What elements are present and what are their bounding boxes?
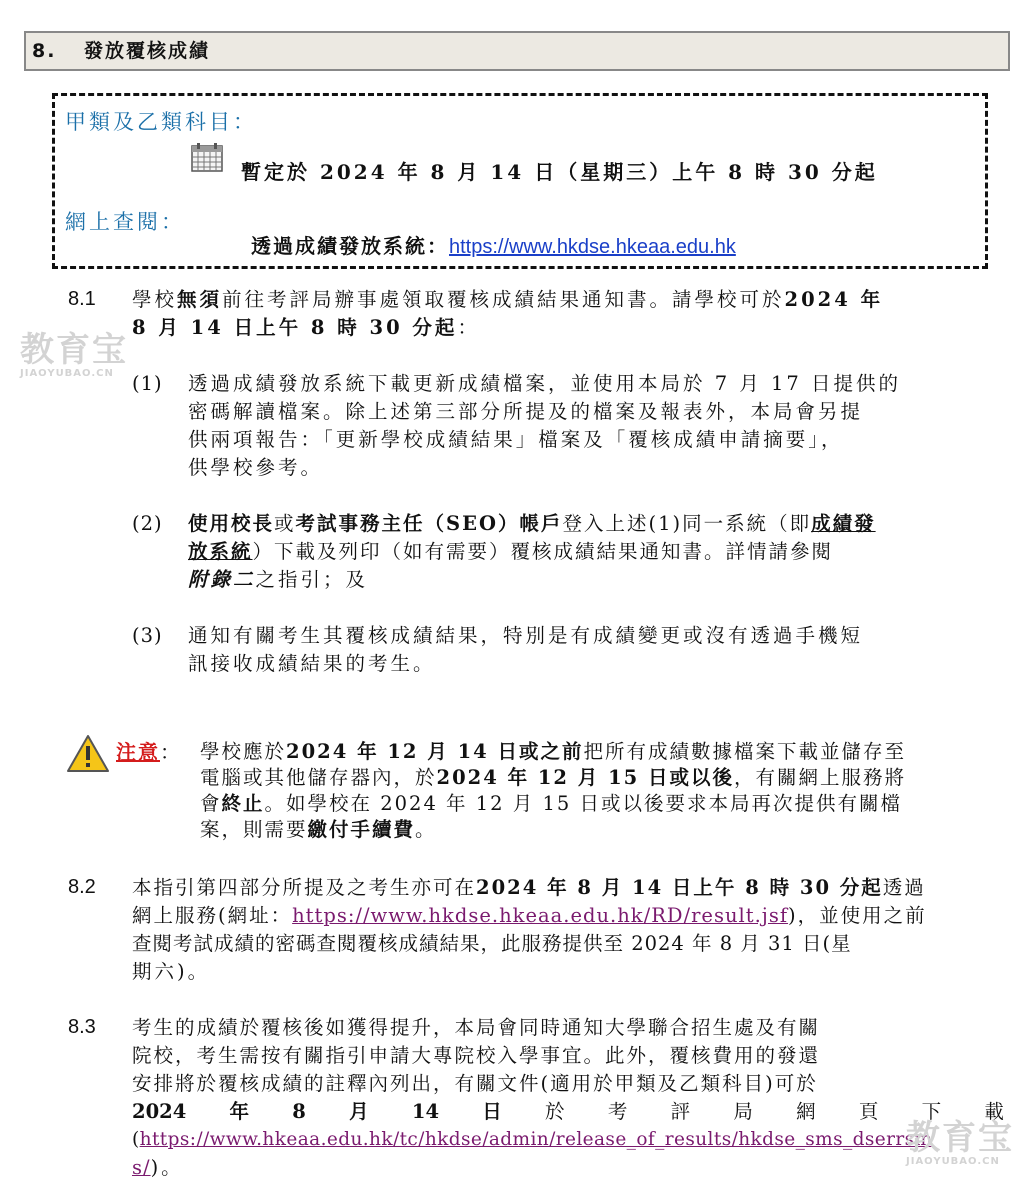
text: 網上服務(網址： <box>132 904 293 927</box>
text: 。如學校在 2024 年 12 月 15 日或以後要求本局再次提供有關檔 <box>264 792 902 815</box>
text: 局 <box>733 1100 753 1123</box>
note-label <box>116 736 182 765</box>
para-8-2-number: 8.2 <box>68 876 96 898</box>
calendar-icon <box>191 142 223 172</box>
release-time: 暫定於 2024 年 8 月 14 日（星期三）上午 8 時 30 分起 <box>241 160 878 184</box>
admin-doc-url-link-end[interactable]: s/ <box>132 1156 151 1179</box>
system-line <box>251 230 736 259</box>
watermark-text: 教育宝 <box>20 330 128 370</box>
para-8-3-line3: 安排將於覆核成績的註釋內列出，有關文件(適用於甲類及乙類科目)可於 <box>132 1072 818 1095</box>
text: 或 <box>274 512 296 535</box>
text: 之指引；及 <box>255 568 369 591</box>
text: 網 <box>796 1100 816 1123</box>
item-3-line1: 通知有關考生其覆核成績結果，特別是有成績變更或沒有透過手機短 <box>188 624 864 647</box>
text: 把所有成績數據檔案下載並儲存至 <box>583 740 907 763</box>
note-colon: ： <box>160 740 182 764</box>
section-title: 發放覆核成績 <box>84 40 211 62</box>
note-line4 <box>200 816 437 844</box>
text: ，有關網上服務將 <box>734 766 907 789</box>
text: )。 <box>150 1156 184 1179</box>
admin-doc-url-link[interactable]: https://www.hkeaa.edu.hk/tc/hkdse/admin/release_of_results/hkdse_sms_dserrsm <box>139 1129 933 1150</box>
item-2-line1 <box>188 510 876 538</box>
system-lead: 透過成績發放系統： <box>251 234 449 258</box>
item-2-line2 <box>188 538 833 566</box>
watermark-sub: JIAOYUBAO.CN <box>20 368 114 379</box>
text-bold: 2024 年 8 月 14 日上午 8 時 30 分起 <box>476 876 883 899</box>
text: 學校應於 <box>200 740 287 763</box>
text-bold: 月 <box>349 1100 369 1123</box>
item-2-number: (2) <box>132 512 163 535</box>
watermark-text: 教育宝 <box>906 1118 1014 1158</box>
para-8-3-line4 <box>132 1098 1004 1126</box>
para-8-1-line1 <box>132 286 883 314</box>
item-2-line3 <box>188 566 368 594</box>
item-1-number: (1) <box>132 372 163 395</box>
para-8-3-line6 <box>132 1154 184 1182</box>
item-1-line2: 密碼解讀檔案。除上述第三部分所提及的檔案及報表外，本局會另提 <box>188 400 864 423</box>
section-header <box>24 31 1010 71</box>
text-bold: 考試事務主任（SEO）帳戶 <box>295 512 563 535</box>
note-line3 <box>200 790 902 818</box>
para-8-2-line1 <box>132 874 926 902</box>
text: 載 <box>984 1100 1004 1123</box>
note-label-text: 注意 <box>116 740 160 764</box>
text-bold: 2024 年 <box>784 288 884 311</box>
text: 。 <box>415 818 437 841</box>
text-bold: 繳付手續費 <box>307 818 416 841</box>
text: 頁 <box>858 1100 879 1123</box>
text: ： <box>457 316 480 339</box>
item-1-line3: 供兩項報告：「更新學校成績結果」檔案及「覆核成績申請摘要」， <box>188 428 844 451</box>
text: ）下載及列印（如有需要）覆核成績結果通知書。詳情請參閱 <box>252 540 834 563</box>
item-1-line4: 供學校參考。 <box>188 456 324 479</box>
item-3-number: (3) <box>132 624 163 647</box>
text-bold-underline: 放系統 <box>188 540 253 563</box>
watermark-sub: JIAOYUBAO.CN <box>906 1156 1000 1167</box>
text: 前往考評局辦事處領取覆核成績結果通知書。請學校可於 <box>222 288 785 311</box>
section-number: 8. <box>32 40 57 62</box>
release-notice-box <box>52 93 988 269</box>
text: 案，則需要 <box>200 818 308 841</box>
para-8-1-number: 8.1 <box>68 288 96 310</box>
text-bold: 年 <box>229 1100 250 1123</box>
para-8-3-line1: 考生的成績於覆核後如獲得提升，本局會同時通知大學聯合招生處及有關 <box>132 1016 821 1039</box>
watermark-left <box>20 332 128 379</box>
para-8-3-number: 8.3 <box>68 1016 96 1038</box>
text: ( <box>132 1129 140 1150</box>
para-8-3-line5 <box>132 1126 932 1154</box>
text: 考 <box>607 1100 628 1123</box>
text-bold: 2024 年 12 月 14 日或之前 <box>286 740 584 763</box>
watermark-right <box>906 1120 1014 1167</box>
text-bold: 14 <box>411 1100 440 1123</box>
text-bold-underline: 成績發 <box>811 512 876 535</box>
text-bold: 無須 <box>177 288 223 311</box>
text-bold: 使用校長 <box>188 512 275 535</box>
item-1-line1: 透過成績發放系統下載更新成績檔案，並使用本局於 7 月 17 日提供的 <box>188 372 902 395</box>
text-bold: 終止 <box>221 792 265 815</box>
para-8-3-line2: 院校，考生需按有關指引申請大專院校入學事宜。此外，覆核費用的發還 <box>132 1044 821 1067</box>
system-url-link[interactable]: https://www.hkdse.hkeaa.edu.hk <box>449 236 736 258</box>
online-label: 網上查閱： <box>65 210 185 234</box>
text: 透過 <box>882 876 926 899</box>
text: 於 <box>545 1100 565 1123</box>
text: 下 <box>921 1100 942 1123</box>
text: )，並使用之前 <box>788 904 927 927</box>
subjects-label: 甲類及乙類科目： <box>65 110 257 134</box>
text: 學校 <box>132 288 178 311</box>
text-bold: 8 <box>292 1100 306 1123</box>
text-bold: 2024 <box>132 1100 187 1123</box>
warning-icon <box>66 734 110 774</box>
para-8-2-line4: 期六)。 <box>132 960 211 983</box>
item-3-line2: 訊接收成績結果的考生。 <box>188 652 436 675</box>
text-bold: 8 月 14 日上午 8 時 30 分起 <box>132 316 458 339</box>
text: 評 <box>670 1100 691 1123</box>
text-bold-italic: 附錄二 <box>188 568 256 591</box>
result-url-link[interactable]: https://www.hkdse.hkeaa.edu.hk/RD/result.jsf <box>292 904 789 927</box>
text: 本指引第四部分所提及之考生亦可在 <box>132 876 477 899</box>
text: 會 <box>200 792 222 815</box>
note-line1 <box>200 738 906 766</box>
text-bold: 2024 年 12 月 15 日或以後 <box>436 766 735 789</box>
text-bold: 日 <box>482 1100 502 1123</box>
note-line2 <box>200 764 906 792</box>
para-8-2-line3: 查閱考試成績的密碼查閱覆核成績結果，此服務提供至 2024 年 8 月 31 日(星 <box>132 932 852 955</box>
text: 登入上述(1)同一系統（即 <box>562 512 812 535</box>
para-8-1-line2 <box>132 314 480 342</box>
para-8-2-line2 <box>132 902 927 930</box>
text: 電腦或其他儲存器內，於 <box>200 766 437 789</box>
